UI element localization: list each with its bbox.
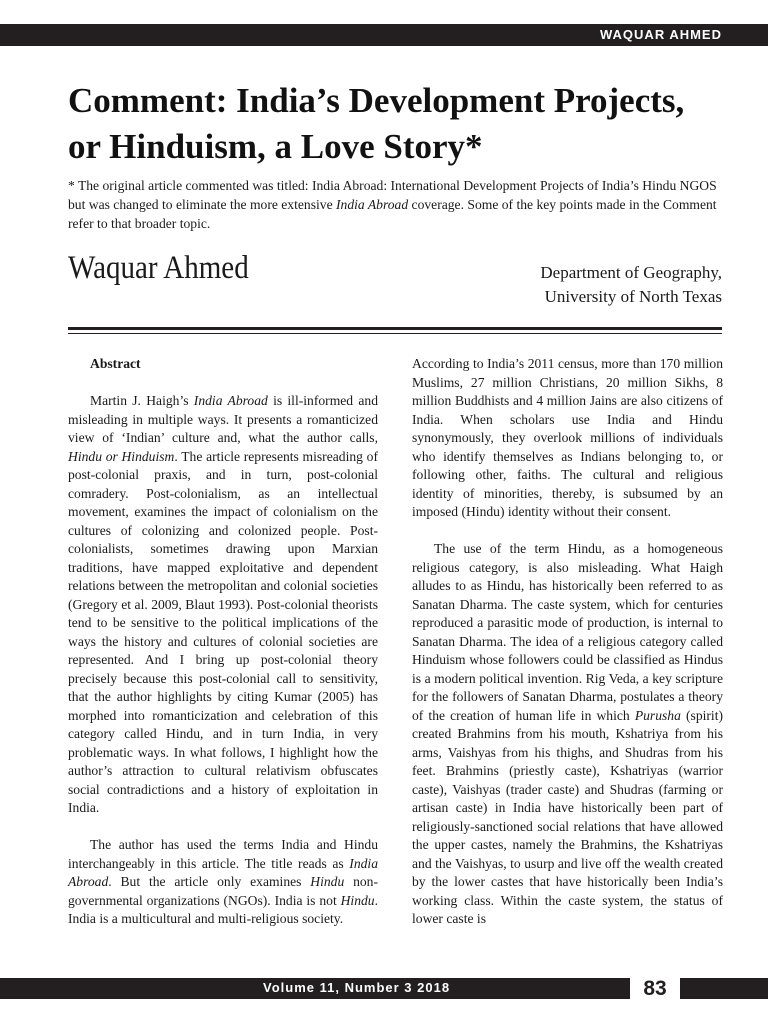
text-run: non-governmental organizations (NGOs). India is not [68,874,378,908]
right-column [412,355,723,947]
abstract-heading: Abstract [90,356,141,371]
text-run: . India is a multicultural and multi-religious society. [68,892,378,926]
text-run: The use of the term Hindu, as a homogeneous religious category, is also misleading. What Haigh alludes to as Hindu, has historically been referred to as Sanatan Dharma. The caste system, which for centuries reproduced a parasitic mode of production, is internal to Sanatan Dharma. The idea of a religious category called Hinduism whose followers could be classified as Hindus is a modern political invention. Rig Veda, a key scripture for the followers of Sanatan Dharma, postulates a theory of the creation of human life in which [412,541,723,723]
header-rule-thick [68,327,722,330]
header-rule-thin [68,333,722,334]
text-run: is ill-informed and misleading in multiple ways. It presents a romanticized view of ‘Indian’ culture and, what the author calls, [68,393,378,445]
italic-run: Hindu [340,892,375,908]
author-affiliation [540,261,722,309]
body-paragraph: According to India’s 2011 census, more than 170 million Muslims, 27 million Christians, 20 million Sikhs, 8 million Buddhists and 4 million Jains are also citizens of India. When scholars use India and Hindu synonymously, they overlook millions of individuals who identify themselves as Indians belonging to, or following other, faiths. The cultural and religious identity of minorities, thereby, is subsumed by an imposed (Hindu) identity without their consent. [412,356,723,519]
page-number: 83 [630,974,680,1004]
article-title [68,78,728,170]
text-run: Martin J. Haigh’s [90,393,194,408]
italic-run: Hindu or Hinduism [68,448,175,464]
volume-info: Volume 11, Number 3 2018 [263,980,451,995]
title-footnote [68,176,728,233]
italic-run: India Abroad [68,855,378,889]
footnote-italic: India Abroad [336,197,409,212]
body-paragraph [412,540,723,929]
text-run: (spirit) created Brahmins from his mouth, Kshatriya from his arms, Vaishyas from his thighs, and Shudras from his feet. Brahmins (priestly caste), Kshatriyas (warrior caste), Vaishyas (trader caste) and Shudras (farming or artisan caste) in India have historically been part of religiously-sanctioned social relations that have allowed the upper castes, namely the Brahmins, the Kshatriyas and the Vaishyas, to usurp and live off the wealth created by the lower castes that have historically been India’s working class. Within the caste system, the status of lower caste is [412,707,723,926]
affiliation-line-2: University of North Texas [544,287,722,306]
affiliation-line-1: Department of Geography, [540,263,722,282]
text-run: . But the article only examines [108,874,311,889]
running-head-bar [0,24,768,46]
abstract-paragraph [68,392,378,818]
italic-run: India Abroad [193,393,268,408]
title-line-1: Comment: India’s Development Projects, [68,81,685,120]
title-line-2: or Hinduism, a Love Story* [68,127,483,166]
italic-run: Hindu [310,874,345,889]
text-run: The author has used the terms India and Hindu interchangeably in this article. The title reads as [68,837,378,871]
text-run: . The article represents misreading of post-colonial praxis, and in turn, post-colonial comradery. Post-colonialism, as an intellectual movement, examines the impact of colonialism on the cultures of colonizing and colonized people. Post-colonialists, sometimes drawing upon Marxian traditions, have mapped exploitative and dependent relations between the metropolitan and colonial societies (Gregory et al. 2009, Blaut 1993). Post-colonial theorists tend to be sensitive to the political implications of the ways the history and cultures of colonial societies are represented. And I bring up post-colonial theory precisely because this post-colonial call to sensitivity, that the author highlights by citing Kumar (2005) has morphed into romanticization and celebration of this category called Hindu, and in turn India, in very problematic ways. In what follows, I highlight how the author’s attraction to cultural relativism obfuscates social contradictions and a history of exploitation in India. [68,448,378,815]
italic-run: Purusha [634,707,681,723]
footnote-text-1: * The original article commented was titled: India Abroad: International Development Projects of India’s Hindu NGOS but was changed to eliminate the more extensive [68,178,717,212]
author-name: Waquar Ahmed [68,250,249,286]
body-paragraph [68,836,378,929]
left-column [68,355,378,947]
running-head: WAQUAR AHMED [599,27,722,42]
footnote-text-2: coverage. Some of the key points made in the Comment refer to that broader topic. [68,197,717,231]
